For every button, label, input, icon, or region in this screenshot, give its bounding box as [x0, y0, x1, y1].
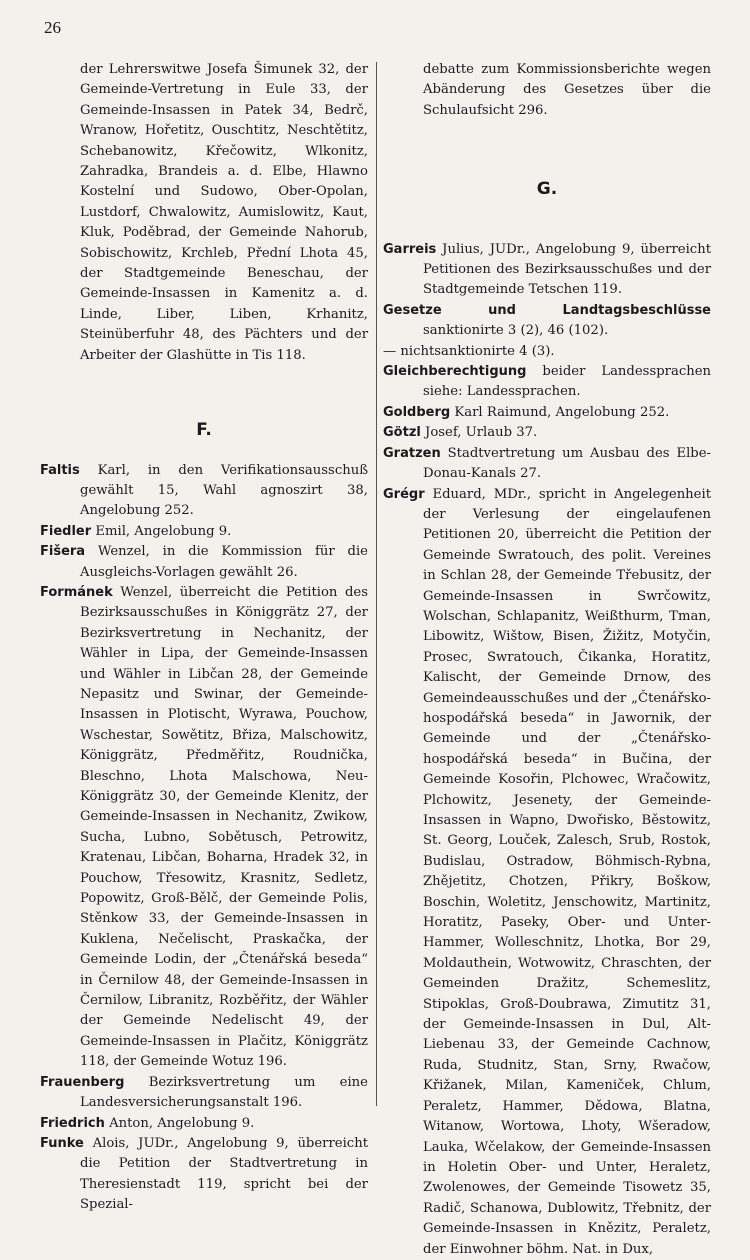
- index-entry: [383, 423, 711, 443]
- index-entry: [383, 342, 711, 362]
- continuation-text: debatte zum Kommissionsberichte wegen Abänderung des Gesetzes über die Schulaufsicht 296.: [423, 62, 711, 118]
- entry-text: Josef, Urlaub 37.: [425, 425, 538, 441]
- entry-text: Wenzel, in die Kommission für die Ausgleichs-Vorlagen gewählt 26.: [80, 544, 368, 580]
- page-number: 26: [44, 18, 61, 37]
- index-entry: [383, 362, 711, 403]
- index-entry: [40, 461, 368, 522]
- entry-name: Gleichberechtigung: [383, 364, 527, 380]
- index-entry: [383, 444, 711, 485]
- index-entry: [383, 485, 711, 1260]
- index-entry: [383, 240, 711, 301]
- right-column: [383, 60, 711, 1260]
- continuation-text: der Lehrerswitwe Josefa Šimunek 32, der Gemeinde-Vertretung in Eule 33, der Gemeinde-Insassen in Patek 34, Bedrč, Wranow, Hořetitz, Ouschtitz, Neschtětitz, Schebanowitz, Křečowitz, Wlkonitz, Zahradka, Brandeis a. d. Elbe, Hlawno Kostelní und Sudowo, Ober-Opolan, Lustdorf, Chwalowitz, Aumislowitz, Kaut, Kluk, Poděbrad, der Gemeinde Nahorub, Sobischowitz, Krchleb, Přední Lhota 45, der Stadtgemeinde Beneschau, der Gemeinde-Insassen in Kamenitz a. d. Linde, Liber, Liben, Krhanitz, Steinüberfuhr 48, des Pächters und der Arbeiter der Glashütte in Tis 118.: [80, 62, 368, 363]
- entry-text: Wenzel, überreicht die Petition des Bezirksausschußes in Königgrätz 27, der Bezirksvertretung in Nechanitz, der Wähler in Lipa, der Gemeinde-Insassen und Wähler in Libčan 28, der Gemeinde Nepasitz und Swinar, der Gemeinde-Insassen in Plotischt, Wyrawa, Pouchow, Wschestar, Sowětitz, Břiza, Malschowitz, Königgrätz, Předměřitz, Roudnička, Bleschno, Lhota Malschowa, Neu-Königgrätz 30, der Gemeinde Klenitz, der Gemeinde-Insassen in Nechanitz, Zwikow, Sucha, Lubno, Sobětusch, Petrowitz, Kratenau, Libčan, Boharna, Hradek 32, in Pouchow, Třesowitz, Krasnitz, Sedletz, Popowitz, Groß-Bělč, der Gemeinde Polis, Stěnkow 33, der Gemeinde-Insassen in Kuklena, Nečelischt, Praskačka, der Gemeinde Lodin, der „Čtenářská beseda“ in Černilow 48, der Gemeinde-Insassen in Černilow, Libranitz, Rozběřitz, der Wähler der Gemeinde Nedelischt 49, der Gemeinde-Insassen in Plačitz, Königgrätz 118, der Gemeinde Wotuz 196.: [80, 584, 368, 1070]
- index-entry: [40, 522, 368, 542]
- index-entry: [383, 301, 711, 342]
- entry-text: sanktionirte 3 (2), 46 (102).: [423, 323, 609, 339]
- entry-text: beider Landessprachen siehe: Landessprachen.: [423, 364, 711, 400]
- entry-name: Gratzen: [383, 445, 441, 461]
- index-entry: [40, 1073, 368, 1114]
- entry-name: Grégr: [383, 486, 425, 502]
- entry-text: Anton, Angelobung 9.: [109, 1115, 255, 1131]
- entry-name: Frauenberg: [40, 1074, 125, 1090]
- entry-text: Karl Raimund, Angelobung 252.: [454, 404, 670, 420]
- entry-name: Goldberg: [383, 404, 451, 420]
- entry-text: — nichtsanktionirte 4 (3).: [383, 343, 555, 359]
- entry-name: Fiedler: [40, 523, 92, 539]
- index-entry: [40, 542, 368, 583]
- column-divider: [376, 62, 377, 1106]
- entry-name: Faltis: [40, 462, 80, 478]
- entry-text: Emil, Angelobung 9.: [95, 523, 232, 539]
- entry-text: Alois, JUDr., Angelobung 9, überreicht die Petition der Stadtvertretung in Theresienstadt 119, spricht bei der Spezial-: [80, 1135, 368, 1213]
- entry-text: Karl, in den Verifikationsausschuß gewählt 15, Wahl agnoszirt 38, Angelobung 252.: [80, 462, 368, 519]
- index-entry: [40, 1114, 368, 1134]
- entry-name: Gesetze und Landtagsbeschlüsse: [383, 302, 711, 318]
- entry-name: Götzl: [383, 425, 421, 441]
- index-entry: [40, 1134, 368, 1216]
- entry-name: Fišera: [40, 544, 86, 560]
- left-column: [40, 60, 368, 1216]
- entry-name: Funke: [40, 1135, 84, 1151]
- index-entry: [383, 403, 711, 423]
- entry-name: Formánek: [40, 584, 113, 600]
- section-letter: G.: [536, 179, 558, 200]
- entry-name: Friedrich: [40, 1115, 105, 1131]
- index-entry: [40, 583, 368, 1073]
- section-letter: F.: [196, 420, 212, 441]
- entry-text: Eduard, MDr., spricht in Angelegenheit der Verlesung der eingelaufenen Petitionen 20, überreicht die Petition der Gemeinde Swratouch, des polit. Vereines in Schlan 28, der Gemeinde Třebusitz, der Gemeinde-Insassen in Swrčowitz, Wolschan, Schlapanitz, Weißthurm, Tman, Libowitz, Wištow, Bisen, Žižitz, Motyčin, Prosec, Swratouch, Čikanka, Horatitz, Kalischt, der Gemeinde Drnow, des Gemeindeausschußes und der „Čtenářsko-hospodářská beseda“ in Jawornik, der Gemeinde und der „Čtenářsko-hospodářská beseda“ in Bučina, der Gemeinde Kosořin, Plchowec, Wračowitz, Plchowitz, Jesenety, der Gemeinde-Insassen in Wapno, Dwořisko, Běstowitz, St. Georg, Louček, Zalesch, Srub, Rostok, Budislau, Ostradow, Böhmisch-Rybna, Zhějetitz, Chotzen, Přikry, Boškow, Boschin, Woletitz, Jenschowitz, Martinitz, Horatitz, Paseky, Ober- und Unter-Hammer, Wolleschnitz, Lhotka, Bor 29, Moldauthein, Wotwowitz, Chraschten, der Gemeinden Dražitz, Schemeslitz, Stipoklas, Groß-Doubrawa, Zimutitz 31, der Gemeinde-Insassen in Dul, Alt-Liebenau 33, der Gemeinde Cachnow, Ruda, Studnitz, Stan, Srny, Rwačow, Křižanek, Milan, Kameniček, Chlum, Peraletz, Hammer, Dědowa, Blatna, Witanow, Wortowa, Lhoty, Wšeradow, Lauka, Wčelakow, der Gemeinde-Insassen in Holetin Ober- und Unter, Heraletz, Zwolenowes, der Gemeinde Tisowetz 35, Radič, Schanowa, Dublowitz, Třebnitz, der Gemeinde-Insassen in Knězitz, Peraletz, der Einwohner böhm. Nat. in Dux,: [423, 486, 712, 1257]
- entry-text: Bezirksvertretung um eine Landesversicherungsanstalt 196.: [80, 1074, 368, 1111]
- entry-text: Julius, JUDr., Angelobung 9, überreicht Petitionen des Bezirksausschußes und der Stadtgemeinde Tetschen 119.: [423, 241, 711, 298]
- entry-name: Garreis: [383, 241, 437, 257]
- entry-text: Stadtvertretung um Ausbau des Elbe-Donau-Kanals 27.: [423, 445, 711, 482]
